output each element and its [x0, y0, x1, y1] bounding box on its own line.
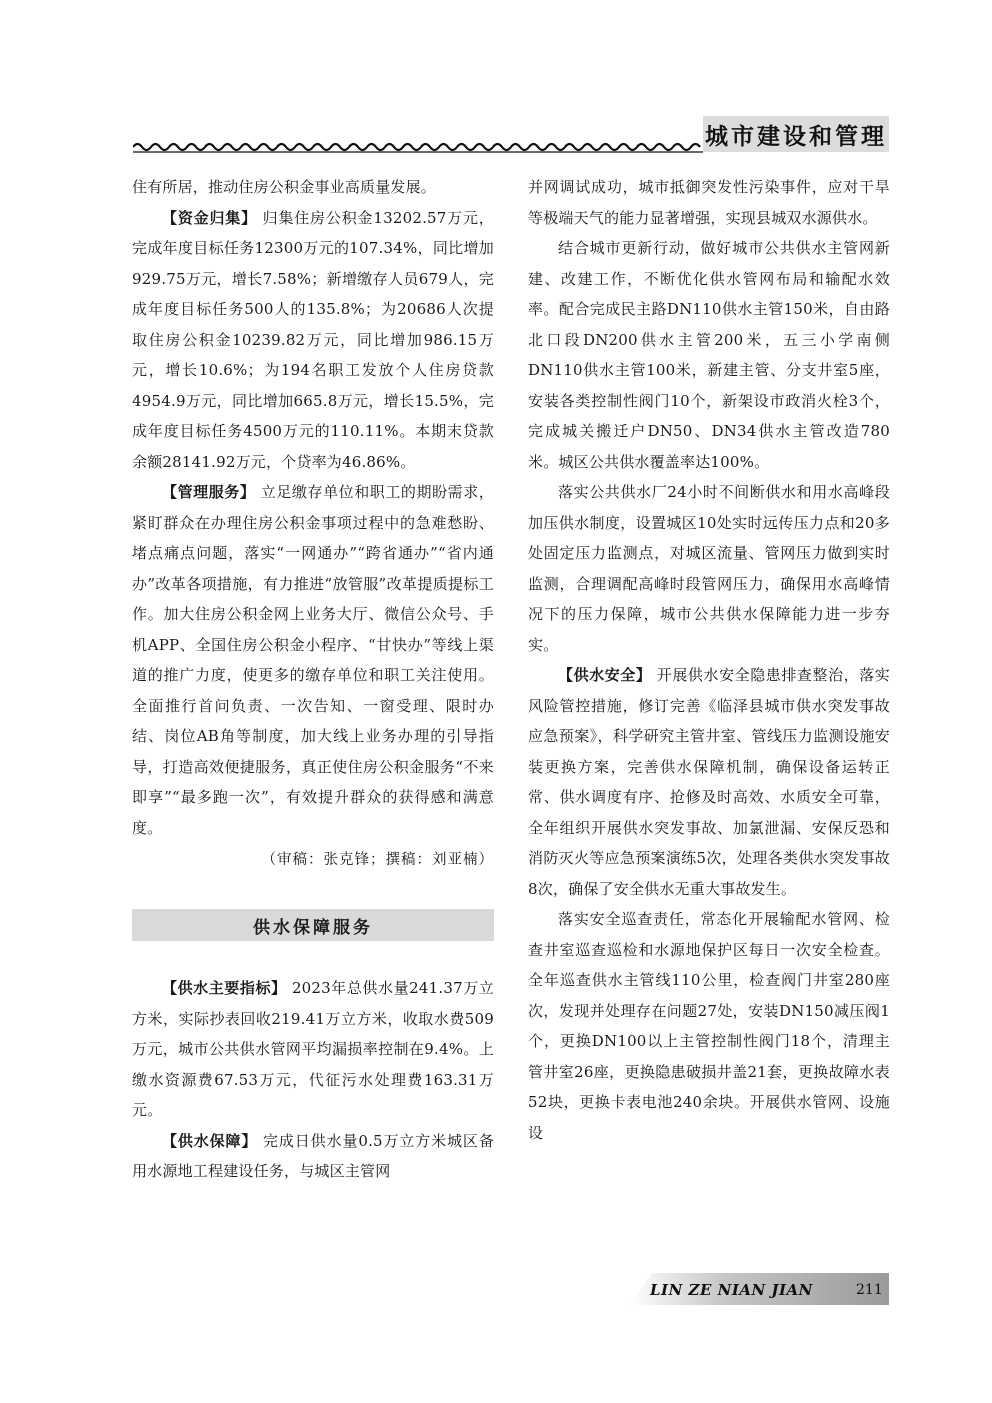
paragraph: 住有所居，推动住房公积金事业高质量发展。: [132, 178, 437, 196]
section-title-box: [703, 116, 889, 152]
paragraph: [132, 477, 494, 843]
paragraph-text: 开展供水安全隐患排查整治，落实风险管控措施，修订完善《临泽县城市供水突发事故应急预案》，科学研究主管井室、管线压力监测设施安装更换方案，完善供水保障机制，确保设备运转正常、供水调度有序、抢修及时高效、水质安全可靠，全年组织开展供水突发事故、加氯泄漏、安保反恐和消防灭火等应急预案演练5次，处理各类供水突发事故8次，确保了安全供水无重大事故发生。: [528, 666, 890, 898]
keyword-heading: 【供水保障】: [162, 1131, 258, 1150]
left-column: [132, 172, 494, 1187]
paragraph: 落实公共供水厂24小时不间断供水和用水高峰段加压供水制度，设置城区10处实时远传压力点和20多处固定压力监测点，对城区流量、管网压力做到实时监测，合理调配高峰时段管网压力，确保用水高峰情况下的压力保障，城市公共供水保障能力进一步夯实。: [528, 483, 890, 654]
right-column: [528, 172, 890, 1148]
paragraph-text: 立足缴存单位和职工的期盼需求，紧盯群众在办理住房公积金事项过程中的急难愁盼、堵点痛点问题，落实“一网通办”“跨省通办”“省内通办”改革各项措施，有力推进“放管服”改革提质提标工作。加大住房公积金网上业务大厅、微信公众号、手机APP、全国住房公积金小程序、“甘快办”等线上渠道的推广力度，使更多的缴存单位和职工关注使用。全面推行首问负责、一次告知、一窗受理、限时办结、岗位AB角等制度，加大线上业务办理的引导指导，打造高效便捷服务，真正使住房公积金服务“不来即享”“最多跑一次”，有效提升群众的获得感和满意度。: [132, 483, 494, 837]
section-title: 城市建设和管理: [705, 123, 887, 150]
paragraph-text: 完成日供水量0.5万立方米城区备用水源地工程建设任务，与城区主管网: [132, 1131, 495, 1180]
keyword-heading: 【供水主要指标】: [162, 979, 287, 997]
keyword-heading: 【管理服务】: [162, 483, 256, 501]
paragraph: [132, 973, 494, 1126]
keyword-heading: 【资金归集】: [162, 208, 257, 227]
paragraph-text: 2023年总供水量241.37万立方米，实际抄表回收219.41万立方米，收取水费509万元，城市公共供水管网平均漏损率控制在9.4%。上缴水资源费67.53万元，代征污水处理费163.31万元。: [132, 979, 494, 1119]
paragraph-text: 归集住房公积金13202.57万元，完成年度目标任务12300万元的107.34%，同比增加929.75万元，增长7.58%；新增缴存人员679人，完成年度目标任务500人的135.8%；为20686人次提取住房公积金10239.82万元，同比增加986.15万元，增长10.6%；为194名职工发放个人住房贷款4954.9万元，同比增加665.8万元，增长15.5%，完成年度目标任务4500万元的110.11%。本期末贷款余额28141.92万元，个贷率为46.86%。: [132, 208, 495, 471]
page-number: 211: [856, 1282, 883, 1298]
paragraph: 结合城市更新行动，做好城市公共供水主管网新建、改建工作，不断优化供水管网布局和输配水效率。配合完成民主路DN110供水主管150米，自由路北口段DN200供水主管200米，五三小学南侧DN110供水主管100米，新建主管、分支井室5座，安装各类控制性阀门10个，新架设市政消火栓3个，完成城关搬迁户DN50、DN34供水主管改造780米。城区公共供水覆盖率达100%。: [528, 239, 890, 471]
editor-credit: （审稿：张克锋；撰稿：刘亚楠）: [261, 852, 494, 868]
journal-name: LIN ZE NIAN JIAN: [650, 1281, 813, 1299]
paragraph: [132, 203, 494, 478]
paragraph: [132, 1126, 494, 1187]
paragraph: 落实安全巡查责任，常态化开展输配水管网、检查井室巡查巡检和水源地保护区每日一次安全检查。全年巡查供水主管线110公里，检查阀门井室280座次，发现并处理存在问题27处，安装DN150减压阀1个，更换DN100以上主管控制性阀门18个，清理主管井室26座，更换隐患破损井盖21套，更换故障水表52块，更换卡表电池240余块。开展供水管网、设施设: [528, 910, 890, 1142]
paragraph: 并网调试成功，城市抵御突发性污染事件，应对干旱等极端天气的能力显著增强，实现县城双水源供水。: [528, 178, 890, 227]
header-wavy-rule: [133, 140, 703, 154]
section-heading-text: 供水保障服务: [253, 917, 373, 938]
section-heading: [132, 909, 494, 941]
paragraph: [528, 660, 890, 904]
keyword-heading: 【供水安全】: [558, 666, 652, 684]
